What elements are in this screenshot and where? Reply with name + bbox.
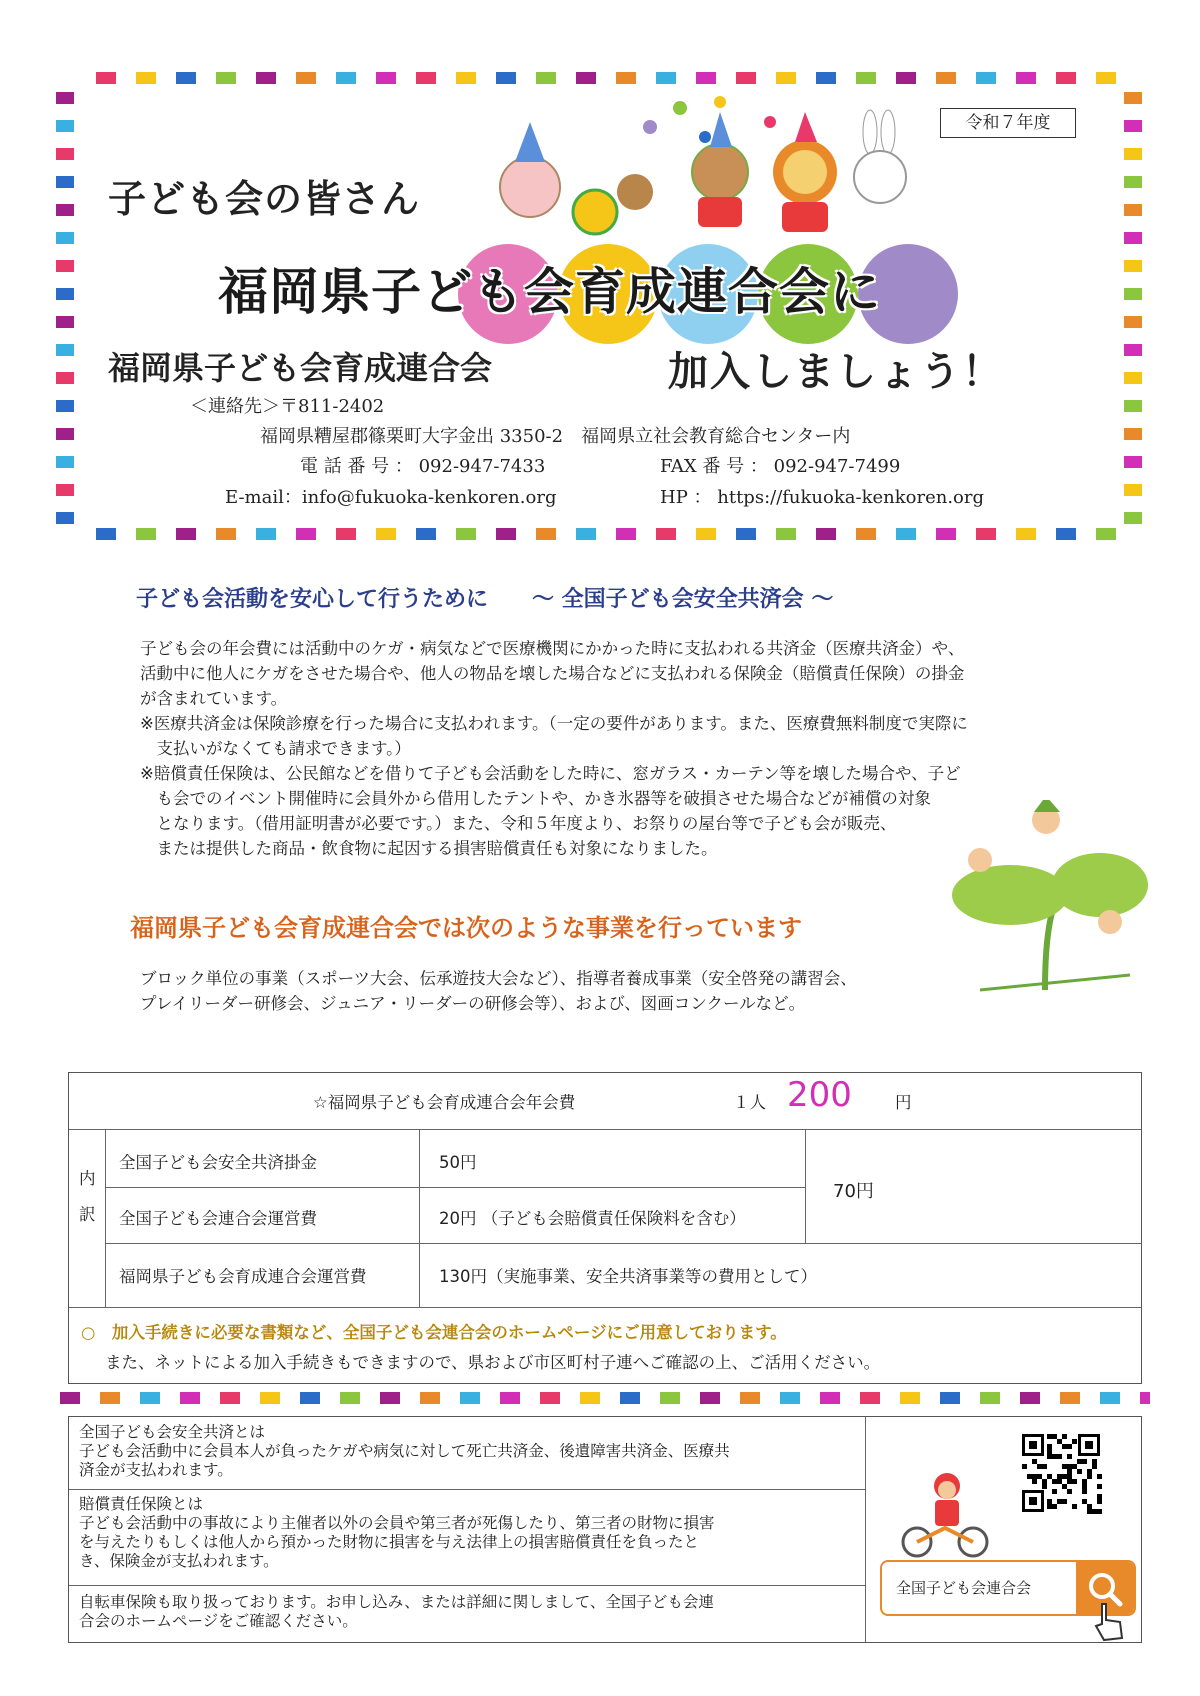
mascot-illustration — [470, 92, 930, 242]
confetti-square — [896, 72, 916, 84]
text-line: 活動中に他人にケガをさせた場合や、他人の物品を壊した場合などに支払われる保険金（賠償責任保険）の掛金 — [140, 664, 965, 683]
confetti-square — [296, 528, 316, 540]
qr-module — [1072, 1439, 1077, 1444]
text-line: 全国子ども会安全共済とは — [79, 1423, 266, 1441]
qr-module — [1082, 1484, 1087, 1489]
confetti-square — [1124, 372, 1142, 384]
confetti-square — [256, 528, 276, 540]
qr-module — [1057, 1454, 1062, 1459]
qr-module — [1092, 1509, 1097, 1514]
fee-subtotal: 70円 — [833, 1181, 874, 1202]
confetti-square — [1100, 1392, 1120, 1404]
confetti-square — [936, 72, 956, 84]
qr-module — [1047, 1434, 1052, 1439]
contact-fax: FAX 番 号 ： 092-947-7499 — [660, 456, 901, 477]
confetti-square — [56, 148, 74, 160]
confetti-square — [376, 528, 396, 540]
confetti-square — [1124, 512, 1142, 524]
contact-address: 福岡県糟屋郡篠栗町大字金出 3350-2 福岡県立社会教育総合センター内 — [260, 426, 851, 447]
bicycle-insurance-info — [79, 1593, 714, 1631]
qr-module — [1067, 1474, 1072, 1479]
qr-module — [1052, 1489, 1057, 1494]
confetti-square — [1124, 428, 1142, 440]
confetti-square — [56, 372, 74, 384]
qr-module — [1097, 1509, 1102, 1514]
qr-module — [1037, 1474, 1042, 1479]
qr-module — [1062, 1444, 1067, 1449]
confetti-square — [1096, 528, 1116, 540]
fee-row-value: 50円 — [439, 1153, 477, 1172]
qr-module — [1047, 1444, 1052, 1449]
confetti-square — [56, 232, 74, 244]
text-line: 支払いがなくても請求できます。） — [140, 739, 411, 758]
qr-module — [1052, 1434, 1057, 1439]
contact-homepage[interactable]: HP ： https://fukuoka-kenkoren.org — [660, 487, 985, 508]
confetti-square — [56, 344, 74, 356]
fee-row-item: 全国子ども会安全共済掛金 — [119, 1153, 317, 1172]
qr-module — [1042, 1464, 1047, 1469]
confetti-square — [336, 528, 356, 540]
qr-module — [1077, 1459, 1082, 1464]
confetti-square — [1016, 528, 1036, 540]
confetti-square — [1124, 120, 1142, 132]
confetti-square — [1124, 456, 1142, 468]
confetti-square — [416, 528, 436, 540]
qr-module — [1047, 1504, 1052, 1509]
qr-module — [1032, 1459, 1037, 1464]
confetti-square — [1124, 400, 1142, 412]
confetti-square — [56, 120, 74, 132]
confetti-square — [696, 528, 716, 540]
confetti-square — [980, 1392, 1000, 1404]
text-line: き、保険金が支払われます。 — [79, 1552, 279, 1570]
confetti-square — [216, 528, 236, 540]
confetti-square — [1124, 316, 1142, 328]
qr-module — [1047, 1454, 1052, 1459]
qr-module — [1082, 1479, 1087, 1484]
qr-module — [1097, 1484, 1102, 1489]
cyclist-illustration — [895, 1470, 995, 1560]
text-line: 子ども会活動中の事故により主催者以外の会員や第三者が死傷したり、第三者の財物に損害 — [79, 1514, 715, 1532]
confetti-square — [496, 528, 516, 540]
confetti-square — [56, 456, 74, 468]
confetti-square — [860, 1392, 880, 1404]
qr-module — [1097, 1499, 1102, 1504]
fee-row-value: 20円 （子ども会賠償責任保険料を含む） — [439, 1209, 746, 1228]
confetti-square — [56, 176, 74, 188]
text-line: 合会のホームページをご確認ください。 — [79, 1612, 358, 1630]
confetti-square — [1124, 232, 1142, 244]
text-line: を与えたりもしくは他人から預かった財物に損害を与え法律上の損害賠償責任を負ったと — [79, 1533, 700, 1551]
qr-module — [1092, 1459, 1097, 1464]
text-line: 子ども会活動中に会員本人が負ったケガや病気に対して死亡共済金、後遺障害共済金、医療共 — [79, 1442, 730, 1460]
contact-email[interactable]: E-mail：info@fukuoka-kenkoren.org — [225, 487, 557, 508]
confetti-square — [536, 528, 556, 540]
confetti-square — [60, 1392, 80, 1404]
fee-row-value: 130円（実施事業、安全共済事業等の費用として） — [439, 1267, 817, 1286]
fee-note: また、ネットによる加入手続きもできますので、県および市区町村子連へご確認の上、ご活用ください。 — [105, 1353, 881, 1372]
qr-module — [1085, 1441, 1093, 1449]
confetti-square — [456, 72, 476, 84]
confetti-square — [940, 1392, 960, 1404]
activities-section-title: 福岡県子ども会育成連合会では次のような事業を行っています — [130, 914, 802, 942]
text-line: 賠償責任保険とは — [79, 1495, 204, 1513]
qr-module — [1057, 1479, 1062, 1484]
safety-mutual-aid-info — [79, 1423, 730, 1480]
text-line: 済金が支払われます。 — [79, 1461, 233, 1479]
confetti-square — [136, 528, 156, 540]
qr-module — [1072, 1464, 1077, 1469]
confetti-divider — [60, 1388, 1150, 1408]
qr-module — [1022, 1464, 1027, 1469]
qr-module — [1067, 1454, 1072, 1459]
greeting-heading: 子ども会の皆さん — [108, 177, 421, 221]
text-line: 子ども会の年会費には活動中のケガ・病気などで医療機関にかかった時に支払われる共済金（医療共済金）や、 — [140, 639, 965, 658]
safety-section-title: 子ども会活動を安心して行うために ～ 全国子ども会安全共済会 ～ — [136, 587, 834, 612]
confetti-square — [176, 72, 196, 84]
confetti-square — [656, 72, 676, 84]
confetti-square — [660, 1392, 680, 1404]
breakdown-label-top: 内 — [79, 1169, 96, 1188]
qr-module — [1067, 1464, 1072, 1469]
qr-module — [1087, 1504, 1092, 1509]
fee-header-label: ☆福岡県子ども会育成連合会年会費 — [313, 1093, 576, 1112]
qr-module — [1067, 1444, 1072, 1449]
confetti-square — [1124, 484, 1142, 496]
qr-module — [1047, 1449, 1052, 1454]
confetti-square — [776, 72, 796, 84]
confetti-square — [496, 72, 516, 84]
qr-module — [1062, 1434, 1067, 1439]
qr-module — [1067, 1489, 1072, 1494]
qr-module — [1037, 1464, 1042, 1469]
confetti-square — [1124, 204, 1142, 216]
qr-module — [1027, 1474, 1032, 1479]
confetti-square — [616, 528, 636, 540]
qr-module — [1072, 1479, 1077, 1484]
qr-module — [1032, 1474, 1037, 1479]
confetti-square — [300, 1392, 320, 1404]
confetti-square — [256, 72, 276, 84]
qr-module — [1057, 1439, 1062, 1444]
organization-name: 福岡県子ども会育成連合会 — [108, 349, 493, 387]
confetti-square — [780, 1392, 800, 1404]
confetti-square — [1124, 260, 1142, 272]
confetti-square — [1016, 72, 1036, 84]
confetti-square — [740, 1392, 760, 1404]
text-line: 自転車保険も取り扱っております。お申し込み、または詳細に関しまして、全国子ども会連 — [79, 1593, 714, 1611]
confetti-square — [340, 1392, 360, 1404]
confetti-square — [56, 400, 74, 412]
confetti-square — [100, 1392, 120, 1404]
qr-module — [1097, 1494, 1102, 1499]
confetti-square — [96, 528, 116, 540]
confetti-square — [816, 72, 836, 84]
confetti-square — [220, 1392, 240, 1404]
qr-module — [1062, 1499, 1067, 1504]
confetti-square — [856, 528, 876, 540]
confetti-square — [976, 72, 996, 84]
qr-module — [1052, 1454, 1057, 1459]
membership-fee-table — [68, 1072, 1142, 1384]
qr-module — [1032, 1479, 1037, 1484]
fee-note-highlight: ○ 加入手続きに必要な書類など、全国子ども会連合会のホームページにご用意しております。 — [81, 1323, 787, 1342]
confetti-square — [616, 72, 636, 84]
confetti-square — [1056, 528, 1076, 540]
confetti-square — [136, 72, 156, 84]
confetti-square — [736, 528, 756, 540]
qr-module — [1097, 1474, 1102, 1479]
qr-module — [1067, 1469, 1072, 1474]
text-line: プレイリーダー研修会、ジュニア・リーダーの研修会等）、および、図画コンクールなど。 — [140, 994, 806, 1013]
confetti-square — [1124, 288, 1142, 300]
fee-row-item: 全国子ども会連合会運営費 — [119, 1209, 317, 1228]
text-line: も会でのイベント開催時に会員外から借用したテントや、かき氷器等を破損させた場合などが補償の対象 — [140, 789, 931, 808]
fee-amount: 200 — [787, 1075, 852, 1115]
confetti-square — [1124, 344, 1142, 356]
confetti-square — [420, 1392, 440, 1404]
confetti-square — [540, 1392, 560, 1404]
confetti-square — [56, 288, 74, 300]
confetti-square — [1060, 1392, 1080, 1404]
confetti-square — [776, 528, 796, 540]
confetti-square — [1124, 92, 1142, 104]
confetti-square — [56, 512, 74, 524]
confetti-square — [180, 1392, 200, 1404]
confetti-square — [736, 72, 756, 84]
confetti-square — [1140, 1392, 1150, 1404]
qr-module — [1062, 1484, 1067, 1489]
confetti-square — [580, 1392, 600, 1404]
confetti-square — [576, 72, 596, 84]
confetti-square — [416, 72, 436, 84]
confetti-square — [56, 428, 74, 440]
confetti-square — [56, 316, 74, 328]
qr-module — [1082, 1489, 1087, 1494]
fiscal-year-badge: 令和７年度 — [940, 108, 1076, 138]
confetti-square — [1096, 72, 1116, 84]
text-line: または提供した商品・飲食物に起因する損害賠償責任も対象になりました。 — [140, 839, 718, 858]
qr-module — [1087, 1469, 1092, 1474]
confetti-square — [96, 72, 116, 84]
confetti-square — [296, 72, 316, 84]
confetti-square — [376, 72, 396, 84]
qr-module — [1062, 1464, 1067, 1469]
confetti-square — [56, 204, 74, 216]
confetti-square — [1020, 1392, 1040, 1404]
join-call-to-action: 加入しましょう！ — [668, 349, 1004, 395]
qr-module — [1042, 1479, 1047, 1484]
confetti-square — [536, 72, 556, 84]
confetti-square — [900, 1392, 920, 1404]
text-line: となります。（借用証明書が必要です。）また、令和５年度より、お祭りの屋台等で子ども会が販売、 — [140, 814, 897, 833]
qr-module — [1052, 1479, 1057, 1484]
confetti-square — [1056, 72, 1076, 84]
qr-module — [1052, 1504, 1057, 1509]
activities-section-body — [140, 966, 1090, 1016]
qr-module — [1029, 1497, 1037, 1505]
fee-per-person: １人 — [733, 1093, 766, 1112]
confetti-square — [700, 1392, 720, 1404]
confetti-square — [576, 528, 596, 540]
confetti-square — [380, 1392, 400, 1404]
confetti-square — [56, 92, 74, 104]
text-line: が含まれています。 — [140, 689, 288, 708]
confetti-square — [820, 1392, 840, 1404]
confetti-square — [1124, 176, 1142, 188]
qr-module — [1057, 1499, 1062, 1504]
confetti-square — [856, 72, 876, 84]
qr-module — [1062, 1474, 1067, 1479]
fee-unit: 円 — [895, 1093, 912, 1112]
qr-module — [1042, 1484, 1047, 1489]
qr-module — [1047, 1474, 1052, 1479]
confetti-square — [896, 528, 916, 540]
text-line: ※賠償責任保険は、公民館などを借りて子ども会活動をした時に、窓ガラス・カーテン等を壊した場合や、子ど — [140, 764, 961, 783]
confetti-square — [1124, 148, 1142, 160]
confetti-square — [656, 528, 676, 540]
confetti-square — [976, 528, 996, 540]
confetti-square — [176, 528, 196, 540]
confetti-square — [816, 528, 836, 540]
confetti-square — [216, 72, 236, 84]
confetti-square — [56, 484, 74, 496]
qr-module — [1029, 1441, 1037, 1449]
qr-module — [1087, 1474, 1092, 1479]
search-query-text: 全国子ども会連合会 — [896, 1579, 1032, 1597]
confetti-square — [936, 528, 956, 540]
confetti-square — [456, 528, 476, 540]
confetti-square — [140, 1392, 160, 1404]
text-line: ※医療共済金は保険診療を行った場合に支払われます。（一定の要件があります。また、医療費無料制度で実際に — [140, 714, 968, 733]
contact-label: ＜連絡先＞〒811-2402 — [190, 396, 385, 417]
main-title: 福岡県子ども会育成連合会に — [218, 263, 881, 321]
confetti-square — [56, 260, 74, 272]
qr-module — [1072, 1504, 1077, 1509]
pointer-hand-icon — [1090, 1600, 1130, 1644]
confetti-square — [620, 1392, 640, 1404]
confetti-square — [260, 1392, 280, 1404]
fee-row-item: 福岡県子ども会育成連合会運営費 — [119, 1267, 367, 1286]
qr-module — [1067, 1479, 1072, 1484]
confetti-square — [336, 72, 356, 84]
confetti-square — [500, 1392, 520, 1404]
qr-module — [1057, 1474, 1062, 1479]
liability-insurance-info — [79, 1495, 715, 1571]
qr-module — [1087, 1509, 1092, 1514]
qr-module — [1092, 1464, 1097, 1469]
qr-code[interactable] — [1020, 1432, 1102, 1514]
qr-module — [1082, 1499, 1087, 1504]
breakdown-label-bottom: 訳 — [79, 1205, 96, 1224]
confetti-square — [460, 1392, 480, 1404]
safety-section-body — [140, 636, 1090, 861]
qr-module — [1082, 1459, 1087, 1464]
confetti-square — [696, 72, 716, 84]
contact-phone: 電 話 番 号 ： 092-947-7433 — [300, 456, 546, 477]
text-line: ブロック単位の事業（スポーツ大会、伝承遊技大会など）、指導者養成事業（安全啓発の講習会、 — [140, 969, 857, 988]
qr-module — [1077, 1469, 1082, 1474]
qr-module — [1047, 1499, 1052, 1504]
